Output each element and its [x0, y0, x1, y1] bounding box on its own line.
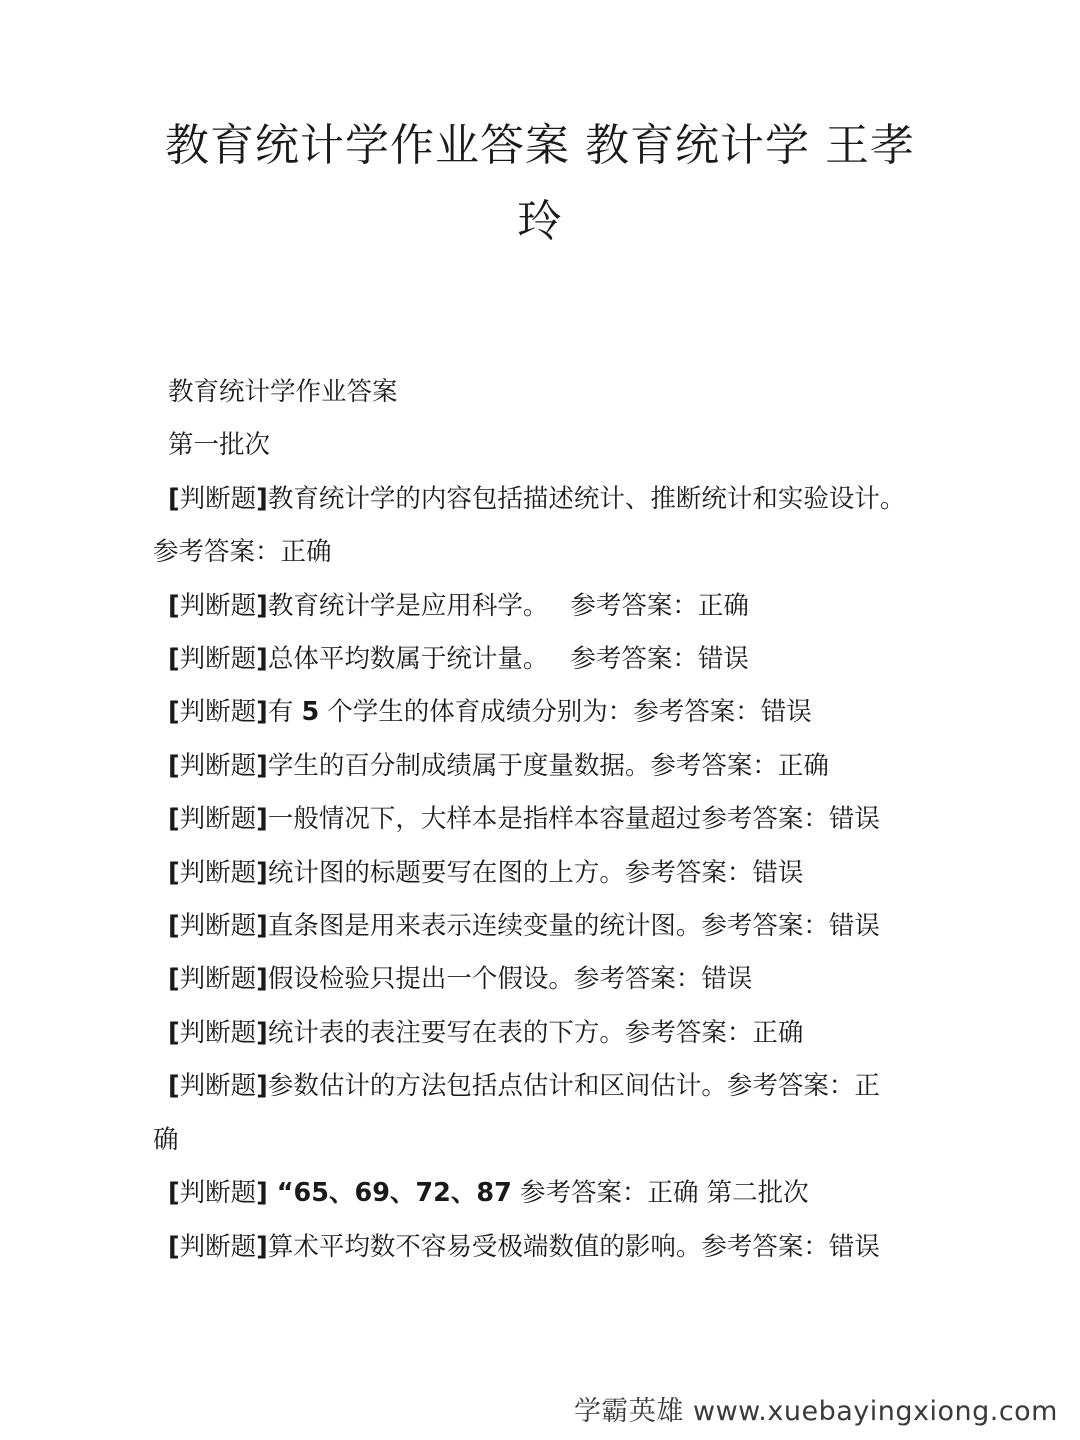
answer-continuation: 确 [153, 1124, 179, 1155]
question-item [153, 473, 943, 526]
question-text-post: 个学生的体育成绩分别为：参考答案：错误 [319, 697, 812, 728]
section-heading: 教育统计学作业答案 [168, 377, 398, 407]
question-item [153, 633, 943, 686]
question-item [153, 847, 943, 900]
question-tag: [判断题] [168, 750, 268, 781]
question-text: 算术平均数不容易受极端数值的影响。参考答案：错误 [267, 1231, 880, 1262]
question-text-pre: 有 [267, 697, 302, 728]
question-tag: [判断题] [168, 804, 268, 835]
question-text: 参数估计的方法包括点估计和区间估计。参考答案：正 [267, 1071, 880, 1102]
site-watermark: 学霸英雄 www.xuebayingxiong.com [573, 1396, 1058, 1427]
answer-continuation: 参考答案：正确 [153, 537, 332, 568]
document-title [100, 108, 980, 260]
question-item [153, 1221, 943, 1274]
question-text: 学生的百分制成绩属于度量数据。参考答案：正确 [267, 750, 829, 781]
question-tag: [判断题] [168, 1231, 268, 1262]
question-text: 总体平均数属于统计量。 [267, 644, 549, 675]
question-text: 教育统计学是应用科学。 [267, 590, 549, 621]
question-item [153, 793, 943, 846]
question-item [153, 580, 943, 633]
question-tag: [判断题] [168, 644, 268, 675]
question-tag: [判断题] [168, 590, 268, 621]
question-item [153, 686, 943, 739]
question-text: 假设检验只提出一个假设。参考答案：错误 [267, 964, 753, 995]
document-body [153, 366, 943, 1274]
question-item [153, 1007, 943, 1060]
question-number: 5 [301, 697, 320, 728]
question-item [153, 740, 943, 793]
question-text-post: 参考答案：正确 第二批次 [511, 1178, 809, 1209]
question-item [153, 1167, 943, 1220]
title-line-2: 玲 [517, 196, 563, 247]
question-text: 教育统计学的内容包括描述统计、推断统计和实验设计。 [267, 483, 906, 514]
title-line-1: 教育统计学作业答案 教育统计学 王孝 [165, 120, 915, 171]
question-tag: [判断题] [168, 1071, 268, 1102]
question-item [153, 900, 943, 953]
batch-label: 第一批次 [168, 430, 271, 461]
question-text: 直条图是用来表示连续变量的统计图。参考答案：错误 [267, 911, 880, 942]
answer-text: 参考答案：正确 [570, 590, 749, 621]
question-tag: [判断题] [168, 857, 268, 888]
question-text: 统计图的标题要写在图的上方。参考答案：错误 [267, 857, 804, 888]
question-text: 统计表的表注要写在表的下方。参考答案：正确 [267, 1017, 804, 1048]
question-number: “65、69、72、87 [267, 1178, 512, 1209]
question-tag: [判断题] [168, 964, 268, 995]
question-tag: [判断题] [168, 1017, 268, 1048]
question-item [153, 953, 943, 1006]
question-tag: [判断题] [168, 1178, 268, 1209]
question-text: 一般情况下，大样本是指样本容量超过参考答案：错误 [267, 804, 880, 835]
question-tag: [判断题] [168, 483, 268, 514]
question-item [153, 1060, 943, 1113]
answer-text: 参考答案：错误 [570, 644, 749, 675]
question-tag: [判断题] [168, 697, 268, 728]
question-tag: [判断题] [168, 911, 268, 942]
